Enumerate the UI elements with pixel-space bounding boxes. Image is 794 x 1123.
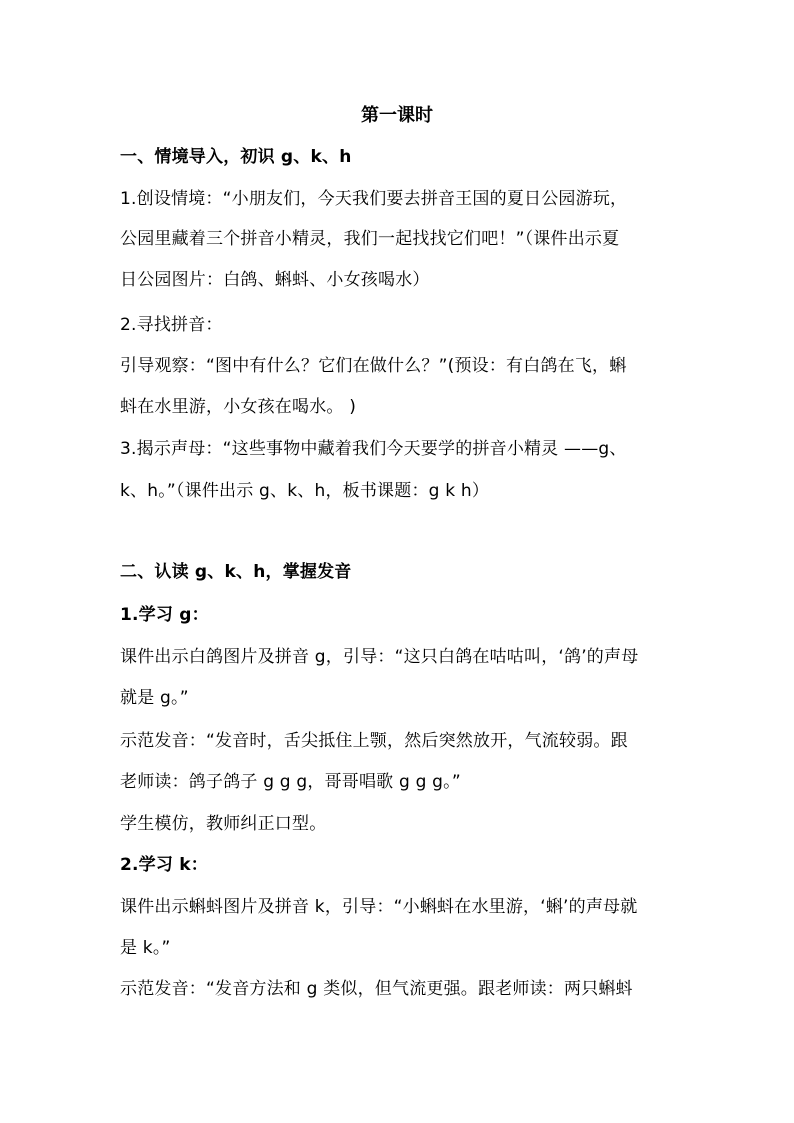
subheading: 2.学习 k： bbox=[120, 855, 208, 875]
paragraph-line: k、h。”（课件出示 g、k、h，板书课题：g k h） bbox=[120, 481, 490, 501]
paragraph-line: 老师读：鸽子鸽子 g g g，哥哥唱歌 g g g。” bbox=[120, 772, 461, 792]
section-heading-1: 一、情境导入，初识 g、k、h bbox=[120, 147, 352, 167]
paragraph-line: 引导观察：“图中有什么？它们在做什么？”(预设：有白鸽在飞，蝌 bbox=[120, 356, 627, 376]
subheading: 1.学习 g： bbox=[120, 605, 209, 625]
paragraph-line: 3.揭示声母：“这些事物中藏着我们今天要学的拼音小精灵 ——g、 bbox=[120, 439, 627, 459]
paragraph-line: 课件出示白鸽图片及拼音 g，引导：“这只白鸽在咕咕叫，‘鸽’的声母 bbox=[120, 647, 639, 667]
paragraph-line: 蚪在水里游，小女孩在喝水。 ) bbox=[120, 397, 357, 417]
paragraph-line: 日公园图片：白鸽、蝌蚪、小女孩喝水） bbox=[120, 270, 430, 290]
paragraph-line: 公园里藏着三个拼音小精灵，我们一起找找它们吧！”（课件出示夏 bbox=[120, 229, 620, 249]
paragraph-line: 示范发音：“发音时，舌尖抵住上颚，然后突然放开，气流较弱。跟 bbox=[120, 731, 628, 751]
paragraph-line: 就是 g。” bbox=[120, 688, 189, 708]
paragraph-line: 2.寻找拼音： bbox=[120, 315, 223, 335]
paragraph-line: 示范发音：“发音方法和 g 类似，但气流更强。跟老师读：两只蝌蚪 bbox=[120, 979, 633, 999]
paragraph-line: 1.创设情境：“小朋友们，今天我们要去拼音王国的夏日公园游玩， bbox=[120, 189, 628, 209]
paragraph-line: 是 k。” bbox=[120, 938, 171, 958]
paragraph-line: 课件出示蝌蚪图片及拼音 k，引导：“小蝌蚪在水里游，‘蝌’的声母就 bbox=[120, 897, 638, 917]
section-heading-2: 二、认读 g、k、h，掌握发音 bbox=[120, 562, 352, 582]
paragraph-line: 学生模仿，教师纠正口型。 bbox=[120, 814, 327, 834]
page-title: 第一课时 bbox=[361, 105, 433, 126]
